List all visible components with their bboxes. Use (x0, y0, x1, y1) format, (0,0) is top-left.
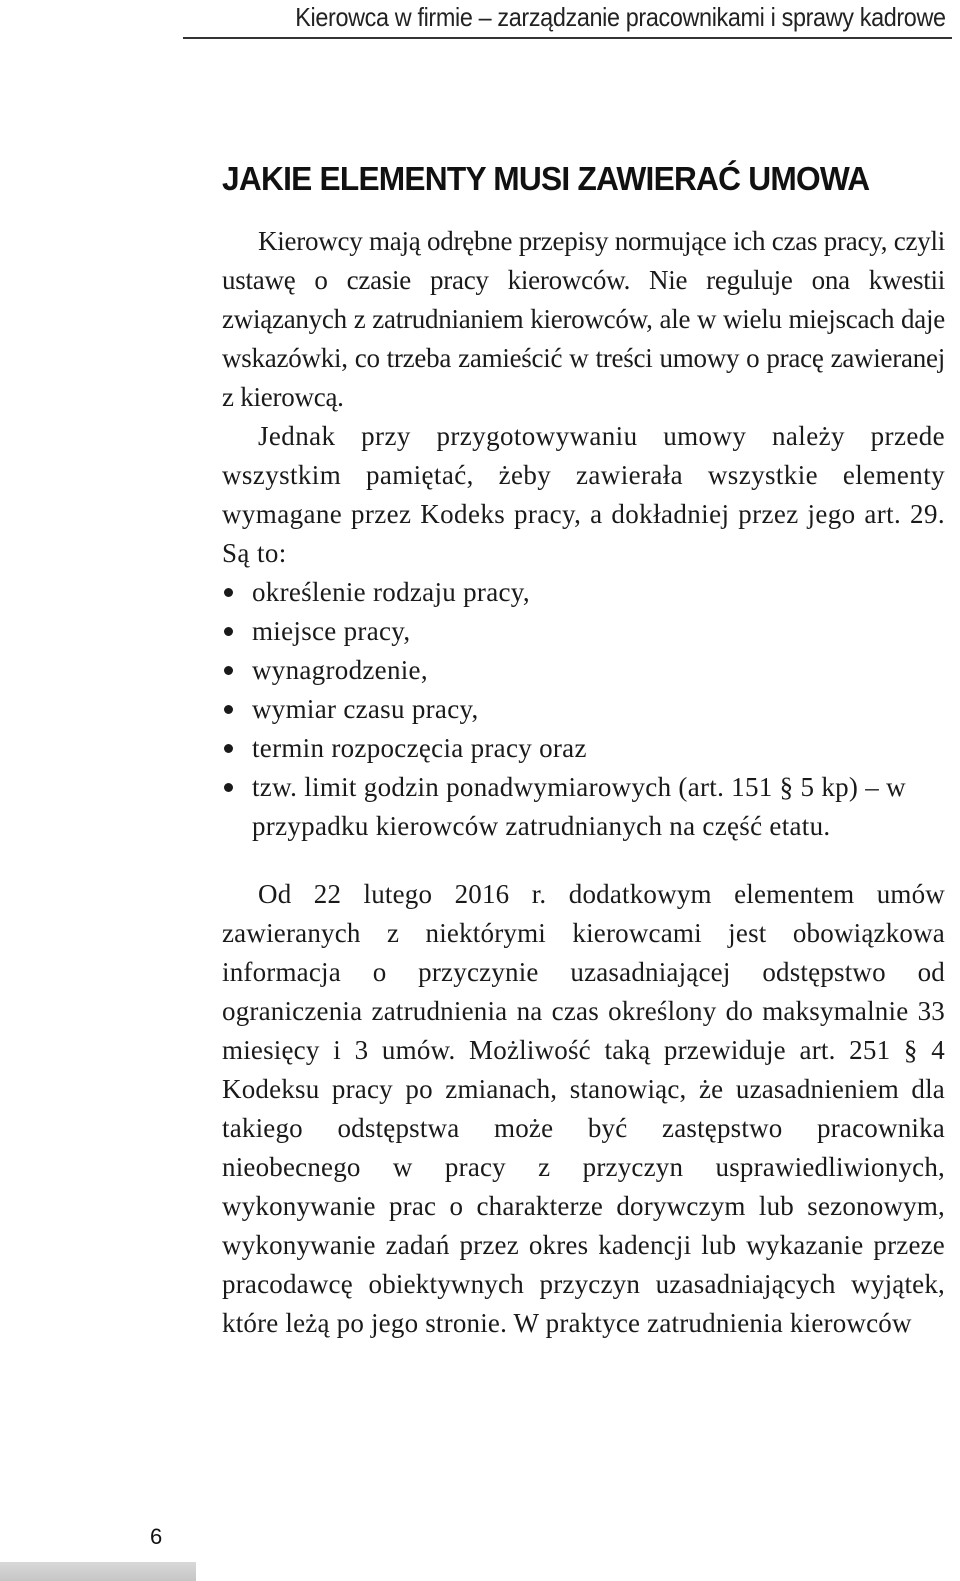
running-header (0, 0, 960, 40)
footer-bar (0, 1562, 196, 1581)
bullet-icon (224, 783, 233, 792)
bullet-icon (224, 705, 233, 714)
list-item-text: miejsce pracy, (252, 616, 411, 646)
page-content (222, 160, 945, 1343)
list-item-text: wymiar czasu pracy, (252, 694, 479, 724)
list-item (222, 690, 945, 729)
bullet-icon (224, 588, 233, 597)
list-item (222, 729, 945, 768)
bullet-icon (224, 666, 233, 675)
section-heading: JAKIE ELEMENTY MUSI ZAWIERAĆ UMOWA (222, 160, 870, 197)
list-item (222, 768, 945, 846)
body-paragraph: Kierowcy mają odrębne przepisy normujące ich czas pracy, czyli ustawę o czasie pracy kierowców. Nie reguluje ona kwestii związanych z zatrudnianiem kierowców, ale w wielu miejscach daje wskazówki, co trzeba zamieścić w treści umowy o pracę zawieranej z kierowcą. (222, 226, 945, 412)
list-item-text: termin rozpoczęcia pracy oraz (252, 733, 587, 763)
running-header-title: Kierowca w firmie – zarządzanie pracownikami i sprawy kadrowe (295, 2, 946, 32)
bullet-list (222, 573, 945, 846)
list-item-text: określenie rodzaju pracy, (252, 577, 530, 607)
list-item (222, 651, 945, 690)
body-paragraph: Jednak przy przygotowywaniu umowy należy przede wszystkim pamiętać, żeby zawierała wszystkie elementy wymagane przez Kodeks pracy, a dokładniej przez jego art. 29. Są to: (222, 421, 945, 568)
list-item (222, 573, 945, 612)
bullet-icon (224, 744, 233, 753)
page-number: 6 (150, 1524, 163, 1549)
header-rule (183, 37, 952, 39)
list-item-text: tzw. limit godzin ponadwymiarowych (art. 151 § 5 kp) – w przypadku kierowców zatrudnianych na część etatu. (252, 772, 906, 841)
body-paragraph: Od 22 lutego 2016 r. dodatkowym elementem umów zawieranych z niektórymi kierowcami jest obowiązkowa informacja o przyczynie uzasadniającej odstępstwo od ograniczenia zatrudnienia na czas określony do maksymalnie 33 miesięcy i 3 umów. Możliwość taką przewiduje art. 251 § 4 Kodeksu pracy po zmianach, stanowiąc, że uzasadnieniem dla takiego odstępstwa może być zastępstwo pracownika nieobecnego w pracy z przyczyn usprawiedliwionych, wykonywanie prac o charakterze dorywczym lub sezonowym, wykonywanie zadań przez okres kadencji lub wykazanie przeze pracodawcę obiektywnych przyczyn uzasadniających wyjątek, które leżą po jego stronie. W praktyce zatrudnienia kierowców (222, 879, 945, 1338)
list-item (222, 612, 945, 651)
page-footer (0, 1518, 200, 1581)
list-item-text: wynagrodzenie, (252, 655, 428, 685)
bullet-icon (224, 627, 233, 636)
